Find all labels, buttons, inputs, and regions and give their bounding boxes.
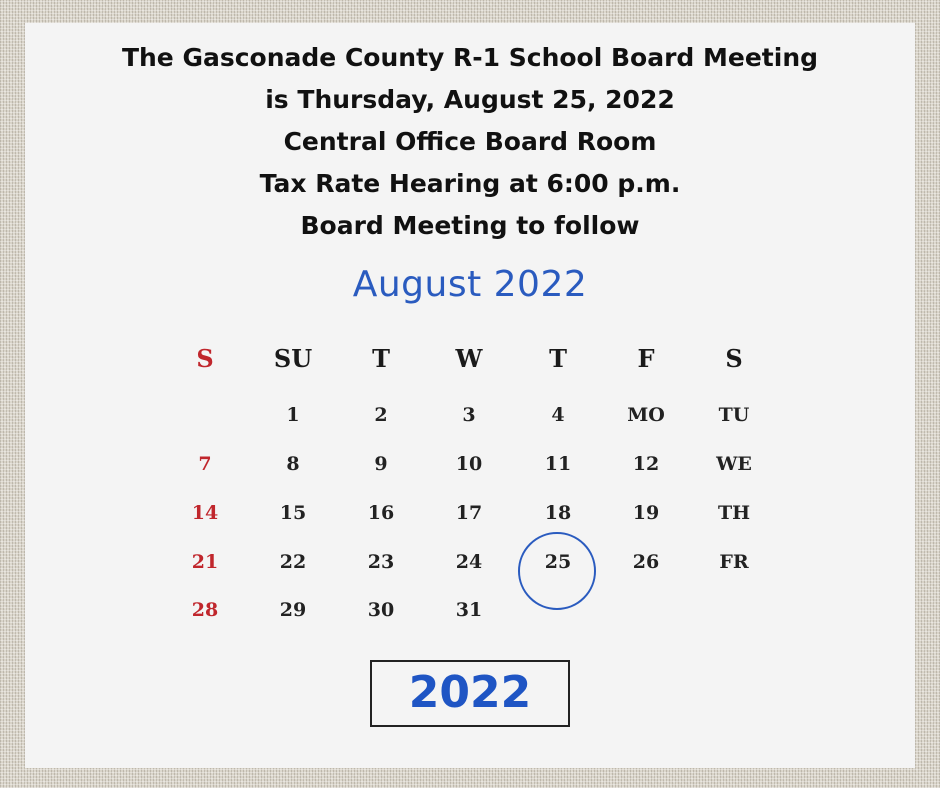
calendar-day: 30 — [367, 599, 395, 621]
announcement-line-4: Tax Rate Hearing at 6:00 p.m. — [259, 169, 681, 198]
announcement-line-1: The Gasconade County R-1 School Board Meeting — [121, 43, 819, 72]
calendar-day: 23 — [367, 551, 395, 573]
weekday-header-6: F — [637, 344, 655, 373]
calendar-day: 24 — [455, 551, 483, 573]
weekday-header-4: W — [455, 344, 483, 373]
calendar-month-title: August 2022 — [352, 264, 588, 305]
calendar-day: 7 — [198, 453, 212, 475]
calendar-day: 8 — [286, 453, 300, 475]
calendar-day: FR — [719, 551, 749, 573]
weekday-header-2: SU — [273, 344, 313, 373]
announcement-line-5: Board Meeting to follow — [300, 211, 640, 240]
calendar-day: 2 — [374, 404, 388, 426]
calendar-day: 29 — [279, 599, 307, 621]
calendar-day: 11 — [544, 453, 572, 475]
calendar-day: 3 — [462, 404, 476, 426]
calendar-day: 18 — [544, 502, 572, 524]
calendar-day: 31 — [455, 599, 483, 621]
weekday-header-3: T — [372, 344, 390, 373]
year-box — [370, 660, 570, 727]
calendar-day: 17 — [455, 502, 483, 524]
year-label: 2022 — [408, 667, 532, 718]
calendar-day: 15 — [279, 502, 307, 524]
calendar-day: 10 — [455, 453, 483, 475]
weekday-header-1: S — [196, 344, 214, 373]
announcement-line-3: Central Office Board Room — [283, 127, 657, 156]
calendar-day: 28 — [191, 599, 219, 621]
weekday-header-5: T — [549, 344, 567, 373]
calendar-day: 16 — [367, 502, 395, 524]
calendar-day: 4 — [551, 404, 565, 426]
calendar-day: WE — [716, 453, 752, 475]
calendar-day: 12 — [632, 453, 660, 475]
calendar-day: MO — [627, 404, 665, 426]
calendar-day: 9 — [374, 453, 388, 475]
announcement-card — [25, 23, 915, 768]
calendar-day: 19 — [632, 502, 660, 524]
calendar-day: TU — [718, 404, 750, 426]
announcement-line-2: is Thursday, August 25, 2022 — [265, 85, 675, 114]
highlight-circle — [518, 532, 596, 610]
calendar-day: 26 — [632, 551, 660, 573]
calendar-day-highlighted: 25 — [544, 551, 572, 573]
calendar-day: 22 — [279, 551, 307, 573]
calendar-day: 14 — [191, 502, 219, 524]
calendar-day: TH — [717, 502, 751, 524]
calendar-day: 1 — [286, 404, 300, 426]
calendar-day: 21 — [191, 551, 219, 573]
weekday-header-7: S — [725, 344, 743, 373]
meeting-announcement — [25, 37, 915, 247]
